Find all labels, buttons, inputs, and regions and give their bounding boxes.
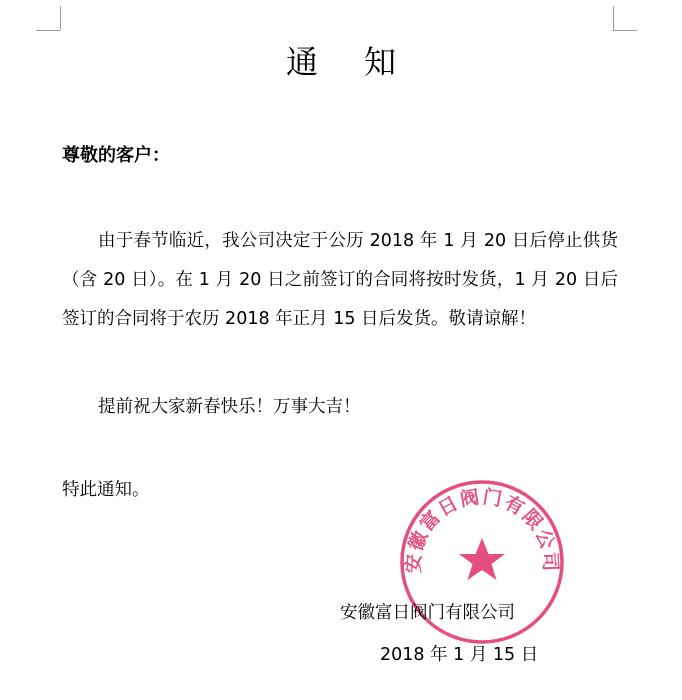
signature-company: 安徽富日阀门有限公司: [340, 603, 515, 623]
crop-mark-top-right: [613, 6, 614, 30]
title-char-2: 知: [364, 43, 397, 81]
crop-mark-top-left: [36, 30, 60, 31]
seal-text: 安徽富日阀门有限公司: [402, 485, 562, 574]
crop-mark-top-right: [613, 30, 637, 31]
greeting-paragraph: 提前祝大家新春快乐！万事大吉！: [98, 397, 361, 417]
seal-star-icon: [459, 538, 505, 580]
title-char-1: 通: [285, 43, 318, 81]
document-title: [0, 40, 682, 84]
crop-mark-top-left: [60, 6, 61, 30]
closing-line: 特此通知。: [62, 480, 150, 500]
salutation: 尊敬的客户：: [62, 145, 170, 166]
main-paragraph: 由于春节临近，我公司决定于公历 2018 年 1 月 20 日后停止供货（含 20 日）。在 1 月 20 日之前签订的合同将按时发货，1 月 20 日后签订的合同将于农历 2018 年正月 15 日后发货。敬请谅解！: [62, 231, 618, 329]
signature-date: 2018 年 1 月 15 日: [380, 645, 539, 665]
